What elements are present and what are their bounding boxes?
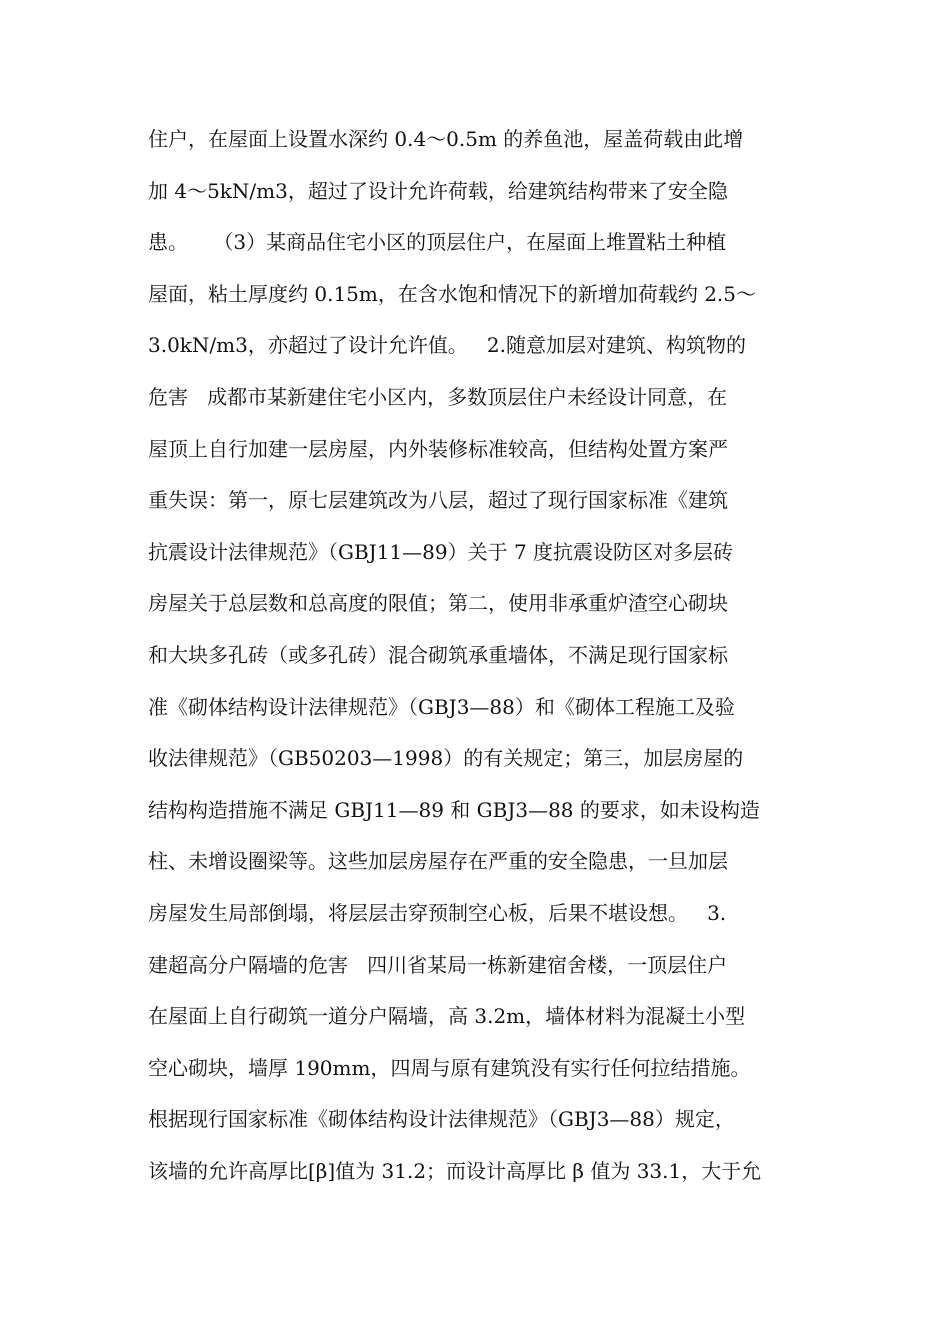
text-line-11: 和大块多孔砖（或多孔砖）混合砌筑承重墙体，不满足现行国家标: [148, 642, 728, 667]
text-line-7: 屋顶上自行加建一层房屋，内外装修标准较高，但结构处置方案严: [148, 436, 728, 461]
text-line-1: 住户，在屋面上设置水深约 0.4～0.5m 的养鱼池，屋盖荷载由此增: [148, 127, 744, 151]
text-line-4: 屋面，粘土厚度约 0.15m，在含水饱和情况下的新增加荷载约 2.5～: [148, 281, 757, 306]
text-line-2: 加 4～5kN/m3，超过了设计允许荷载，给建筑结构带来了安全隐: [148, 178, 728, 203]
text-line-6: 危害 成都市某新建住宅小区内，多数顶层住户未经设计同意，在: [148, 384, 728, 409]
text-line-10: 房屋关于总层数和总高度的限值；第二，使用非承重炉渣空心砌块: [148, 591, 728, 616]
text-line-18: 在屋面上自行砌筑一道分户隔墙，高 3.2m，墙体材料为混凝土小型: [148, 1004, 746, 1029]
text-line-3: 患。 （3）某商品住宅小区的顶层住户，在屋面上堆置粘土种植: [148, 230, 727, 255]
body-text: [148, 114, 828, 1197]
text-line-17: 建超高分户隔墙的危害 四川省某局一栋新建宿舍楼，一顶层住户: [148, 952, 728, 977]
text-line-8: 重失误：第一，原七层建筑改为八层，超过了现行国家标准《建筑: [148, 488, 728, 513]
text-line-15: 柱、未增设圈梁等。这些加层房屋存在严重的安全隐患，一旦加层: [148, 849, 728, 874]
text-line-5: 3.0kN/m3，亦超过了设计允许值。 2.随意加层对建筑、构筑物的: [148, 333, 747, 358]
text-line-9: 抗震设计法律规范》（GBJ11—89）关于 7 度抗震设防区对多层砖: [148, 539, 734, 564]
text-line-13: 收法律规范》（GB50203—1998）的有关规定；第三，加层房屋的: [148, 746, 744, 771]
text-line-16: 房屋发生局部倒塌，将层层击穿预制空心板，后果不堪设想。 3.: [148, 900, 727, 925]
text-line-12: 准《砌体结构设计法律规范》（GBJ3—88）和《砌体工程施工及验: [148, 694, 735, 719]
text-line-14: 结构构造措施不满足 GBJ11—89 和 GBJ3—88 的要求，如未设构造: [148, 797, 760, 822]
text-line-19: 空心砌块，墙厚 190mm，四周与原有建筑没有实行任何拉结措施。: [148, 1055, 751, 1080]
text-line-20: 根据现行国家标准《砌体结构设计法律规范》（GBJ3—88）规定，: [148, 1107, 735, 1132]
text-line-21: 该墙的允许高厚比[β]值为 31.2；而设计高厚比 β 值为 33.1，大于允: [148, 1158, 762, 1183]
